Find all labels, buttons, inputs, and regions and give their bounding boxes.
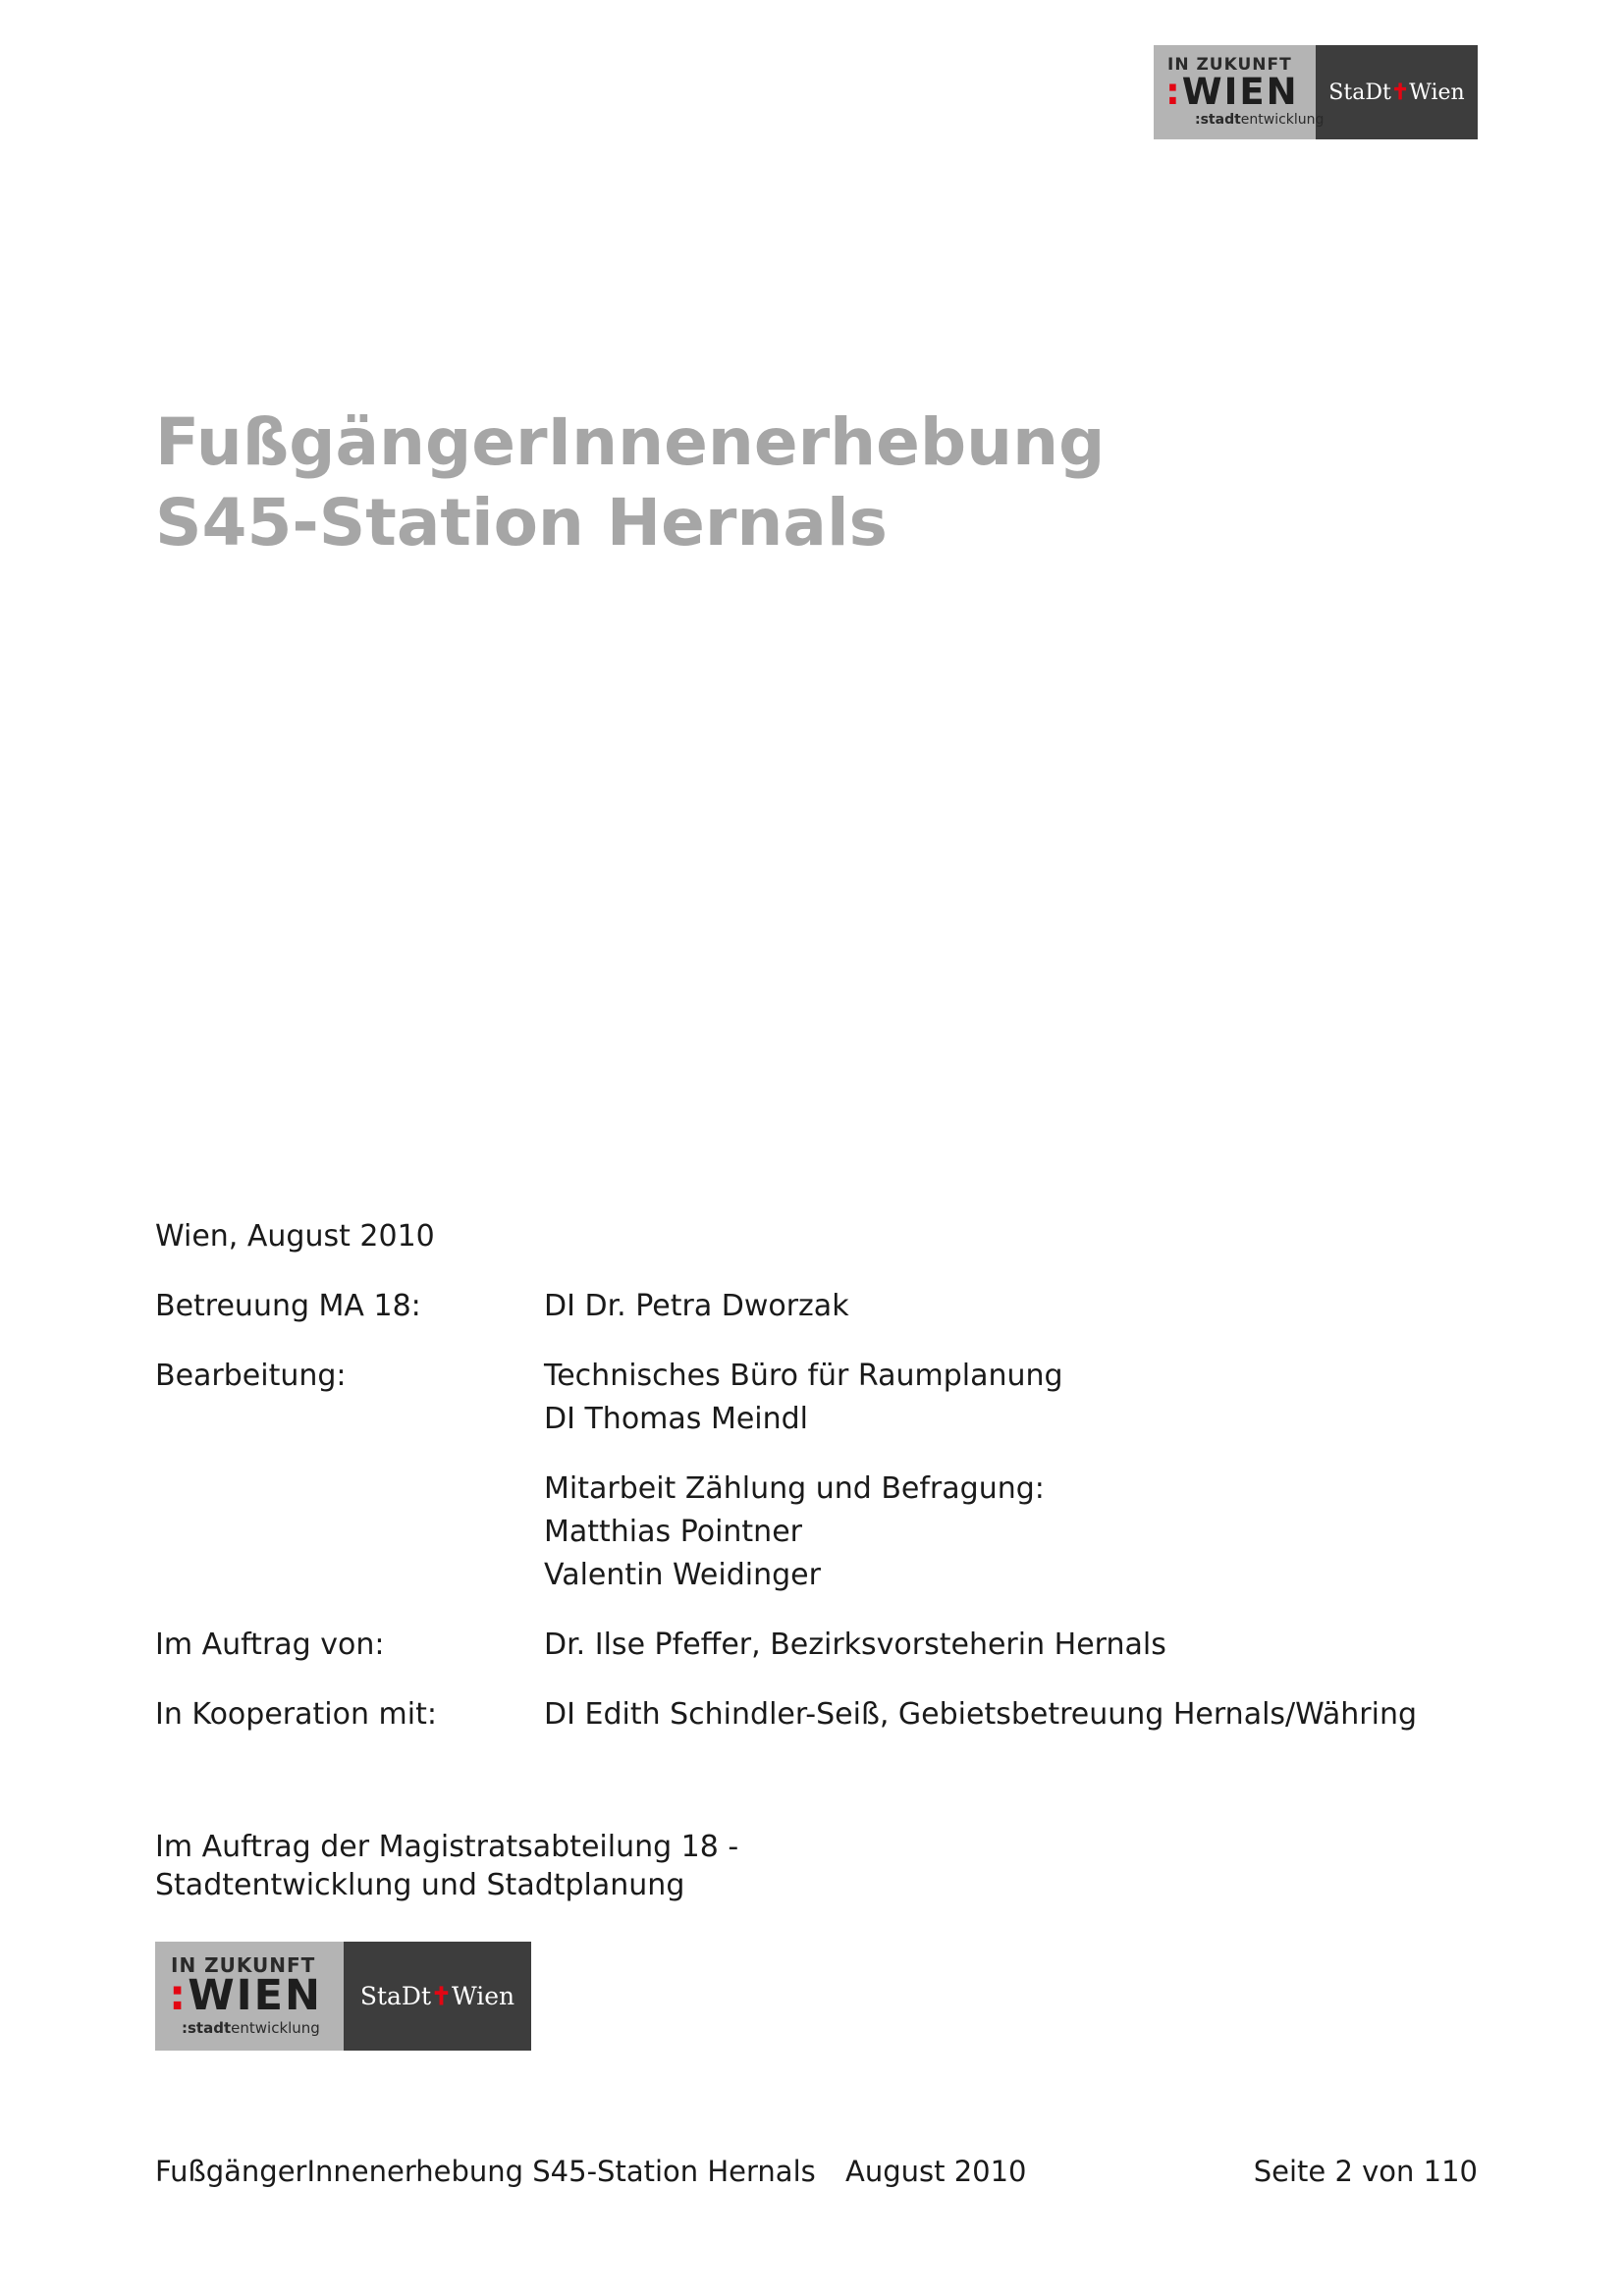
city-name-part-2: Wien	[451, 1982, 515, 2010]
credit-row	[155, 1355, 1481, 1597]
credit-line: Dr. Ilse Pfeffer, Bezirksvorsteherin Hernals	[544, 1628, 1166, 1662]
in-zukunft-wien-logo	[1154, 45, 1325, 139]
logo-wien: WIEN	[188, 1971, 322, 2020]
credit-group	[544, 1355, 1481, 1441]
credit-line: DI Dr. Petra Dworzak	[544, 1289, 849, 1323]
footer-date: August 2010	[845, 2155, 1027, 2188]
city-name-part-1: StaDt	[359, 1982, 432, 2010]
credit-label: In Kooperation mit:	[155, 1697, 437, 1732]
page-footer	[155, 2155, 1478, 2198]
credit-line: DI Thomas Meindl	[544, 1402, 809, 1436]
credit-label: Betreuung MA 18:	[155, 1289, 421, 1323]
logo-bottom	[155, 1942, 531, 2051]
logo-line-3	[182, 2019, 320, 2037]
logo-stadt: :stadt	[1195, 112, 1241, 128]
city-name-part-2: Wien	[1409, 80, 1465, 105]
credit-group	[544, 1468, 1481, 1597]
logo-line-1: IN ZUKUNFT	[1167, 55, 1292, 75]
city-name-part-1: StaDt	[1328, 80, 1391, 105]
credit-group	[544, 1285, 1481, 1328]
logo-line-3	[1195, 112, 1324, 128]
credit-value	[544, 1355, 1481, 1597]
commission-line-1: Im Auftrag der Magistratsabteilung 18 -	[155, 1830, 739, 1864]
stadt-wien-logo	[1316, 45, 1478, 139]
credit-label: Im Auftrag von:	[155, 1628, 385, 1662]
title-line-1: FußgängerInnenerhebung	[155, 404, 1106, 480]
logo-wien: WIEN	[1181, 71, 1299, 113]
credit-group	[544, 1624, 1481, 1667]
credit-value	[544, 1285, 1481, 1328]
logo-entwicklung: entwicklung	[231, 2019, 320, 2037]
in-zukunft-wien-logo	[155, 1942, 344, 2051]
logo-top	[1154, 45, 1478, 139]
stadt-wien-logo	[344, 1942, 531, 2051]
cross-icon: ✝	[431, 1982, 452, 2010]
logo-dots: :	[169, 1971, 189, 2020]
cross-icon: ✝	[1390, 80, 1410, 105]
logo-entwicklung: entwicklung	[1240, 112, 1325, 128]
credit-line: Matthias Pointner	[544, 1515, 802, 1549]
credit-line: Mitarbeit Zählung und Befragung:	[544, 1471, 1045, 1506]
credit-row	[155, 1693, 1481, 1736]
logo-line-1: IN ZUKUNFT	[171, 1953, 316, 1977]
logo-dots: :	[1165, 71, 1182, 113]
logo-stadt: :stadt	[182, 2019, 232, 2037]
logo-line-2	[1165, 71, 1299, 113]
credit-line: Valentin Weidinger	[544, 1558, 821, 1592]
footer-title: FußgängerInnenerhebung S45-Station Hernals	[155, 2155, 816, 2188]
credit-value	[544, 1624, 1481, 1667]
credit-group	[544, 1693, 1481, 1736]
credits-block	[155, 1215, 1481, 1763]
commission-line-2: Stadtentwicklung und Stadtplanung	[155, 1868, 685, 1902]
credit-line: DI Edith Schindler-Seiß, Gebietsbetreuung Hernals/Währing	[544, 1697, 1418, 1732]
page-number: Seite 2 von 110	[1253, 2155, 1478, 2188]
credit-line: Technisches Büro für Raumplanung	[544, 1359, 1063, 1393]
title-line-2: S45-Station Hernals	[155, 485, 888, 561]
place-date: Wien, August 2010	[155, 1219, 435, 1254]
credit-row	[155, 1285, 1481, 1328]
credit-row	[155, 1624, 1481, 1667]
commission-note	[155, 1828, 738, 1904]
document-title	[155, 402, 1105, 563]
credit-value	[544, 1693, 1481, 1736]
credit-label: Bearbeitung:	[155, 1359, 347, 1393]
logo-line-2	[169, 1971, 322, 2020]
